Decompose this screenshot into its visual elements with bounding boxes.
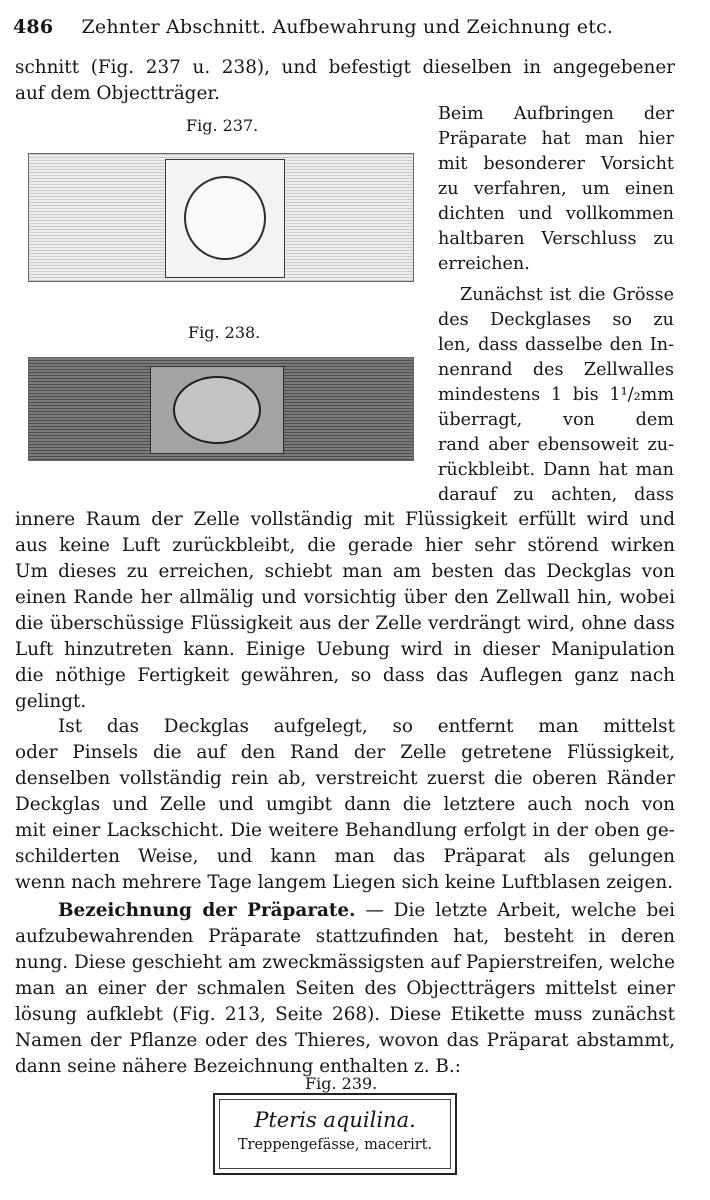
paragraph-line: Um dieses zu erreichen, schiebt man am besten das Deckglas von — [15, 561, 675, 582]
paragraph-line: oder Pinsels die auf den Rand der Zelle getretene Flüssigkeit, — [15, 742, 675, 763]
paragraph-line: Deckglas und Zelle und umgibt dann die letztere auch noch von — [15, 794, 675, 815]
section-heading-rest: — Die letzte Arbeit, welche bei — [365, 900, 675, 921]
side-text-line: rand aber ebensoweit zu- — [438, 435, 674, 455]
figure-caption-237: Fig. 237. — [186, 116, 259, 135]
label-species-name: Pteris aquilina. — [254, 1108, 416, 1132]
side-text-line: Präparate hat man hier — [438, 129, 674, 149]
section-heading: Bezeichnung der Präparate. — [58, 900, 356, 921]
paragraph-line: aufzubewahrenden Präparate stattzufinden hat, besteht in deren — [15, 926, 675, 947]
side-text-line: rückbleibt. Dann hat man — [438, 460, 674, 480]
figure-238-slide-illustration — [28, 357, 414, 461]
page-number: 486 — [13, 16, 54, 38]
label-description: Treppengefässe, macerirt. — [237, 1137, 433, 1153]
oval-cell-ring — [173, 376, 261, 444]
figure-caption-238: Fig. 238. — [188, 323, 261, 342]
side-text-line: len, dass dasselbe den In- — [438, 335, 674, 355]
side-text-line: nenrand des Zellwalles — [438, 360, 674, 380]
section-first-line — [58, 898, 675, 924]
paragraph-line: Ist das Deckglas aufgelegt, so entfernt man mittelst — [58, 716, 675, 737]
figure-237-slide-illustration — [28, 153, 414, 282]
side-text-line: Beim Aufbringen der — [438, 104, 674, 124]
paragraph-line: dann seine nähere Bezeichnung enthalten z. B.: — [15, 1056, 461, 1077]
paragraph-line: die überschüssige Flüssigkeit aus der Zelle verdrängt wird, ohne dass — [15, 613, 675, 634]
paragraph-line: schilderten Weise, und kann man das Präparat als gelungen — [15, 846, 675, 867]
side-text-line: haltbaren Verschluss zu — [438, 229, 674, 249]
paragraph-line: wenn nach mehrere Tage langem Liegen sich keine Luftblasen zeigen. — [15, 872, 674, 893]
running-header — [13, 16, 693, 38]
paragraph-line: lösung aufklebt (Fig. 213, Seite 268). Diese Etikette muss zunächst — [15, 1004, 675, 1025]
paragraph-line: nung. Diese geschieht am zweckmässigsten auf Papierstreifen, welche — [15, 952, 675, 973]
side-text-line: zu verfahren, um einen — [438, 179, 674, 199]
side-text-line: überragt, von dem — [438, 410, 674, 430]
side-text-line: mit besonderer Vorsicht — [438, 154, 674, 174]
side-text-line: mindestens 1 bis 1¹/₂mm — [438, 385, 674, 405]
label-inner-frame — [219, 1099, 451, 1169]
paragraph-line: denselben vollständig rein ab, verstreicht zuerst die oberen Ränder — [15, 768, 675, 789]
side-text-line: erreichen. — [438, 254, 530, 274]
paragraph-line: gelingt. — [15, 691, 87, 712]
figure-caption-239: Fig. 239. — [305, 1074, 378, 1093]
side-text-line: des Deckglases so zu — [438, 310, 674, 330]
paragraph-line: aus keine Luft zurückbleibt, die gerade hier sehr störend wirken — [15, 535, 675, 556]
paragraph-line: Namen der Pflanze oder des Thieres, wovon das Präparat abstammt, — [15, 1030, 675, 1051]
intro-line: schnitt (Fig. 237 u. 238), und befestigt dieselben in angegebener — [15, 57, 675, 78]
cover-glass — [150, 366, 284, 454]
intro-line: auf dem Objectträger. — [15, 83, 220, 104]
side-text-line: dichten und vollkommen — [438, 204, 674, 224]
cover-glass — [165, 159, 285, 278]
paragraph-line: Luft hinzutreten kann. Einige Uebung wird in dieser Manipulation — [15, 639, 675, 660]
paragraph-line: die nöthige Fertigkeit gewähren, so dass das Auflegen ganz nach — [15, 665, 675, 686]
paragraph-line: einen Rande her allmälig und vorsichtig über den Zellwall hin, wobei — [15, 587, 675, 608]
paragraph-line: innere Raum der Zelle vollständig mit Flüssigkeit erfüllt wird und — [15, 509, 675, 530]
running-title: Zehnter Abschnitt. Aufbewahrung und Zeichnung etc. — [81, 16, 614, 38]
side-text-line: darauf zu achten, dass — [438, 485, 674, 505]
side-text-line: Zunächst ist die Grösse — [460, 285, 674, 305]
paragraph-line: man an einer der schmalen Seiten des Objectträgers mittelst einer — [15, 978, 675, 999]
specimen-label-example — [213, 1093, 457, 1175]
circular-cell-ring — [184, 176, 266, 260]
paragraph-line: mit einer Lackschicht. Die weitere Behandlung erfolgt in der oben ge- — [15, 820, 675, 841]
